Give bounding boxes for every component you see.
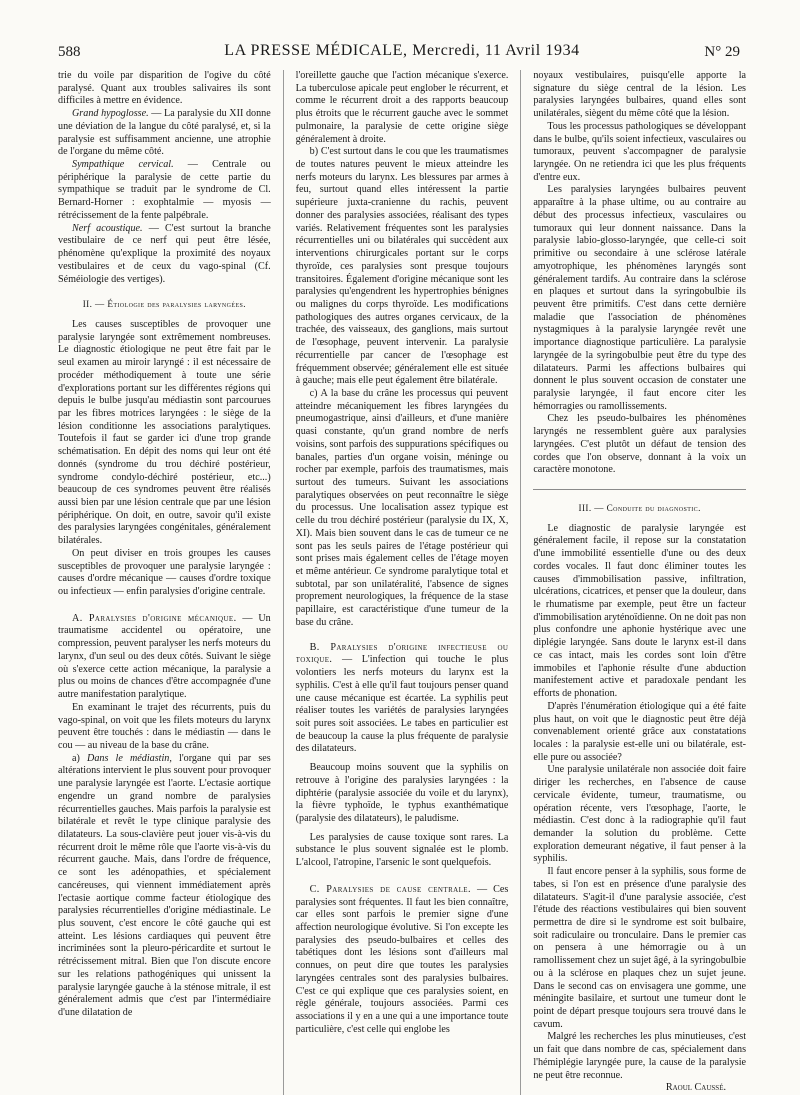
paragraph: Beaucoup moins souvent que la syphilis on retrouve à l'origine des paralysies laryngées : la diphtérie (paralysie associée du voile et du larynx), la fièvre typhoïde, le typhus exanthématique (paralysie des dilatateurs), le paludisme. [295, 762, 509, 824]
author-signature: Raoul Caussé. [665, 1082, 727, 1094]
paragraph-text: — Ces paralysies sont fréquentes. Il faut les bien connaître, car elles sont parfois le premier signe d'une affection neurologique évolutive. Si l'on excepte les paralysies des pseudo-bulbaires et celles des tabétiques dont les lésions sont d'ailleurs mal connues, on peut dire que toutes les paralysies laryngées centrales sont des paralysies bulbaires. C'est ce qui explique que ces paralysies soient, en règle générale, toujours associées. Parmi ces associations il y en a une qui a une importance toute particulière, c'est celle qui englobe les [295, 883, 509, 1035]
subheading: Dans le médiastin, [87, 752, 172, 764]
paragraph: c) A la base du crâne les processus qui peuvent atteindre mécaniquement les fibres laryngées du pneumogastrique, ainsi d'ailleurs, et d'une manière quasi constante, qu'un grand nombre de nerfs voisins, sont parfois des suppurations spécifiques ou banales, parties d'un organe voisin, méninge ou rocher par exemple, parfois des traumatismes, mais surtout des tumeurs. Suivant les associations paralytiques observées on peut reconnaître le siège du processus. Une localisation assez typique est celle du trou déchiré postérieur (paralysie du IX, X, XI). Mais bien souvent dans le cas de tumeur ce ne sont pas les seuls paires de l'étage postérieur qui sont prises mais également celles de l'étage moyen et même antérieur. Ce syndrome paralytique total et subtotal, par son unilatéralité, l'absence de signes proprement neurologiques, la fréquence de la stase papillaire, est caractéristique d'une tumeur de la base du crâne. [295, 387, 509, 628]
column-1 [58, 70, 271, 1095]
subheading: Sympathique cervical. [72, 159, 174, 171]
column-rule [520, 70, 521, 1095]
item-marker: a) [72, 752, 88, 764]
column-2 [296, 70, 509, 1095]
column-rule [283, 70, 284, 1095]
paragraph [58, 108, 271, 159]
section-heading: III. — Conduite du diagnostic. [578, 503, 701, 513]
paragraph: D'après l'énumération étiologique qui a été faite plus haut, on voit que le diagnostic peut être déjà convenablement orienté grâce aux constatations locales : la paralysie est-elle uni ou bilatérale, est-elle pure ou associée? [533, 700, 747, 763]
paragraph: On peut diviser en trois groupes les causes susceptibles de provoquer une paralysie laryngée : causes d'ordre mécanique — causes d'ordre toxique ou infectieux — enfin paralysies d'origine centrale. [58, 547, 271, 598]
issue-number: N° 29 [704, 44, 740, 60]
paragraph-text: — La paralysie du XII donne une déviation de la langue du côté paralysé, et, si la paralysie est suffisamment ancienne, une atrophie de l'organe du même côté. [58, 108, 271, 158]
paragraph: b) C'est surtout dans le cou que les traumatismes de toutes natures peuvent le mieux atteindre les nerfs moteurs du larynx. Les blessures par armes à feu, surtout quand elles intéressent la partie supérieure juxta-cranienne du rachis, peuvent donner des paralysies associées, réalisant des types variés. Relativement fréquentes sont les paralysies récurrentielles uni ou bilatérales qui succèdent aux interventions chirurgicales portant sur le corps thyroïde, ces paralysies sont presque toujours transitoires. Également d'origine mécanique sont les paralysies qu'engendrent les hypertrophies bénignes ou malignes du corps thyroïde. Les modifications pathologiques des autres organes cervicaux, de la trachée, des vaisseaux, des ganglions, mais surtout de l'œsophage, peuvent intervenir. La paralysie récurrentielle par cancer de l'œsophage est fréquemment observée; généralement elle est située à gauche; mais elle peut également être bilatérale. [295, 146, 509, 387]
paragraph: Tous les processus pathologiques se développant dans le bulbe, qu'ils soient infectieux, vasculaires ou tumoraux, peuvent s'accompagner de paralysie laryngée. On ne retiendra ici que les plus fréquents d'entre eux. [533, 120, 747, 183]
paragraph [58, 753, 271, 1020]
section-divider [533, 489, 746, 490]
paragraph: Les paralysies laryngées bulbaires peuvent apparaître à la phase ultime, ou au contraire au début des processus infectieux, vasculaires ou tumoraux qui leur donnent naissance. Dans la paralysie labio-glosso-laryngée, que celle-ci soit primitive ou secondaire à une sclérose latérale amyotrophique, les phénomènes laryngés sont généralement tardifs. Au contraire dans la sclérose en plaques et surtout dans la syringobulbie ils peuvent être primitifs. C'est dans cette dernière maladie que l'association de phénomènes nystagmiques à la paralysie laryngée revêt une importance diagnostique particulière. La paralysie laryngée de la syringobulbie peut être du type des dilatateurs. Parmi les affections bulbaires qui donnent le plus souvent occasion de constater une paralysie laryngée, il faut encore citer les hémorragies ou ramollissements. [533, 184, 747, 412]
subsection-heading: A. Paralysies d'origine mécanique. [72, 612, 237, 624]
page-number: 588 [58, 44, 81, 60]
paragraph: l'oreillette gauche que l'action mécanique s'exerce. La tuberculose apicale peut englober le récurrent, et comme le récurrent droit a des rapports beaucoup plus étroits que le récurrent gauche avec le sommet pulmonaire, la paralysie de cette origine siège généralement à droite. [295, 70, 509, 145]
paragraph: Il faut encore penser à la syphilis, sous forme de tabes, si l'on est en présence d'une paralysie des dilatateurs. S'agit-il d'une paralysie associée, c'est l'étude des réactions vestibulaires qui bien souvent permettra de dire si le syndrome est soit bulbaire, soit radiculaire ou tronculaire. Dans le premier cas on pensera à une hémorragie ou à un ramollissement chez un sujet âgé, à la syringobulbie ou à la sclérose en plaques chez un sujet jeune. Dans le second cas on envisagera une gomme, une méningite basilaire, et surtout une tumeur dont le point de départ presque toujours sera trouvé dans le cavum. [533, 866, 747, 1030]
paragraph [296, 642, 509, 756]
subsection-heading: C. Paralysies de cause centrale. [309, 883, 471, 895]
section-heading: II. — Étiologie des paralysies laryngées. [82, 299, 246, 310]
paragraph [58, 223, 271, 287]
paragraph-text: — C'est surtout la branche vestibulaire de ce nerf qui peut être lésée, phénomène qu'explique la proximité des noyaux vestibulaires et de ceux du vago-spinal (Cf. Séméiologie des vertiges). [58, 222, 271, 285]
paragraph: Les paralysies de cause toxique sont rares. La substance le plus souvent signalée est le plomb. L'alcool, l'atropine, l'arsenic le sont quelquefois. [295, 831, 509, 869]
paragraph: Une paralysie unilatérale non associée doit faire diriger les recherches, en l'absence de cause cervicale évidente, tumeur, traumatisme, ou opération récente, vers l'œsophage, l'aorte, le médiastin. C'est donc à la radiographie qu'il faut demander la solution du problème. Cette exploration demeurant négative, il faut penser à la syphilis. [533, 764, 747, 865]
subheading: Grand hypoglosse. [72, 108, 149, 120]
paragraph-text: — Un traumatisme accidentel ou opératoire, une compression, peuvent paralyser les nerfs moteurs du larynx, d'un seul ou des deux côtés. Suivant le siège où s'exerce cette action mécanique, la paralysie a plus ou moins de chances d'être accompagnée d'une autre manifestation paralytique. [58, 612, 271, 701]
paragraph: Le diagnostic de paralysie laryngée est généralement facile, il repose sur la constatation d'une immobilité essentielle d'une ou des deux cordes vocales. Il faut donc éliminer toutes les causes d'immobilisation passive, infiltration, ulcérations, cicatrices, et penser que la douleur, dans le rhumatisme par exemple, peut être un facteur d'immobilisation aryténoïdienne. On ne doit pas non plus confondre une aphonie hystérique avec une diplégie laryngée. Sans doute le larynx est-il dans ce cas intact, mais les cordes sont loin d'être immobiles et l'aphonie résulte d'une abduction manifestement active et paradoxale pendant les efforts de phonation. [533, 522, 747, 700]
paragraph-text: l'organe qui par ses altérations intervient le plus souvent pour provoquer une paralysie laryngée est l'aorte. L'ectasie aortique engendre un grand nombre de paralysies récurrentielles gauches. Mais parfois la paralysie est bilatérale et revêt le type clinique paralysie des dilatateurs. La sous-clavière peut jouer vis-à-vis du récurrent droit le même rôle que l'aorte vis-à-vis du récurrent gauche. Mais, dans l'ordre de fréquence, ce sont les adénopathies, et spécialement cancéreuses, qui viennent immédiatement après l'ectasie aortique comme facteur étiologique des paralysies récurrentielles d'origine médiastinale. Le plus souvent, c'est encore le côté gauche qui est atteint. Les lésions cardiaques qui peuvent être incriminées sont la pleuro-péricardite et surtout le rétrécissement mitral. Bien que l'on discute encore sur les relations pathogéniques qui unissent la paralysie laryngée gauche à la sténose mitrale, il est généralement admis que c'est par l'intermédiaire d'une dilatation de [58, 752, 271, 1019]
paragraph: trie du voile par disparition de l'ogive du côté paralysé. Quant aux troubles salivaires ils sont difficiles à mettre en évidence. [58, 70, 271, 107]
subsection-heading: B. Paralysies d'origine infectieuse ou toxique. [295, 641, 509, 666]
running-title: LA PRESSE MÉDICALE, Mercredi, 11 Avril 1934 [224, 42, 580, 59]
paragraph: Chez les pseudo-bulbaires les phénomènes laryngés ne ressemblent guère aux paralysies laryngées. C'est plutôt un défaut de tension des cordes que l'on observe, donnant à la voix un caractère monotone. [533, 413, 747, 476]
paragraph: Les causes susceptibles de provoquer une paralysie laryngée sont extrêmement nombreuses. Le diagnostic étiologique ne peut être fait par le seul examen au miroir laryngé : il est nécessaire de procéder méthodiquement à toute une série d'explorations portant sur les différentes régions qui depuis le bulbe jusqu'au médiastin sont parcourues par les fibres motrices laryngées : le siège de la lésion conditionne les associations paralytiques. Toutefois il faut se garder ici d'une trop grande schématisation. En dépit des noms qui leur ont été donnés (syndrome du trou déchiré postérieur, syndrome condylo-déchiré postérieur, etc...) beaucoup de ces syndromes peuvent être réalisés aussi bien par une lésion centrale que par une lésion périphérique. On doit, en outre, savoir qu'il existe des paralysies laryngées congénitales, généralement bilatérales. [58, 318, 271, 547]
paragraph: noyaux vestibulaires, puisqu'elle apporte la signature du siège central de la lésion. Les paralysies laryngées bulbaires, quand elles sont unilatérales, siègent du même côté que la lésion. [533, 70, 747, 120]
paragraph: Malgré les recherches les plus minutieuses, c'est un fait que dans nombre de cas, spécialement dans l'hémiplégie laryngée pure, la cause de la paralysie ne peut être reconnue. [533, 1031, 747, 1081]
paragraph [58, 613, 271, 702]
paragraph-text: — Centrale ou périphérique la paralysie de cette partie du sympathique se traduit par le syndrome de Cl. Bernard-Horner : exophtalmie — myosis — rétrécissement de la fente palpébrale. [58, 159, 271, 221]
paragraph: En examinant le trajet des récurrents, puis du vago-spinal, on voit que les filets moteurs du larynx peuvent être touchés : dans le médiastin — dans le cou — au niveau de la base du crâne. [58, 701, 271, 751]
text-columns [58, 70, 746, 1095]
paragraph [296, 884, 509, 1037]
column-3 [533, 70, 746, 1095]
paragraph-text: — L'infection qui touche le plus volontiers les nerfs moteurs du larynx est la syphilis. C'est à elle qu'il faut toujours penser quand une cause mécanique est écartée. La syphilis peut réaliser toutes les variétés de paralysies laryngées soit pures soit associées. Le tabes en particulier est de beaucoup la cause la plus fréquente de paralysie des dilatateurs. [295, 654, 509, 755]
page-header [58, 38, 746, 68]
subheading: Nerf acoustique. [72, 222, 143, 234]
paragraph [58, 159, 271, 223]
